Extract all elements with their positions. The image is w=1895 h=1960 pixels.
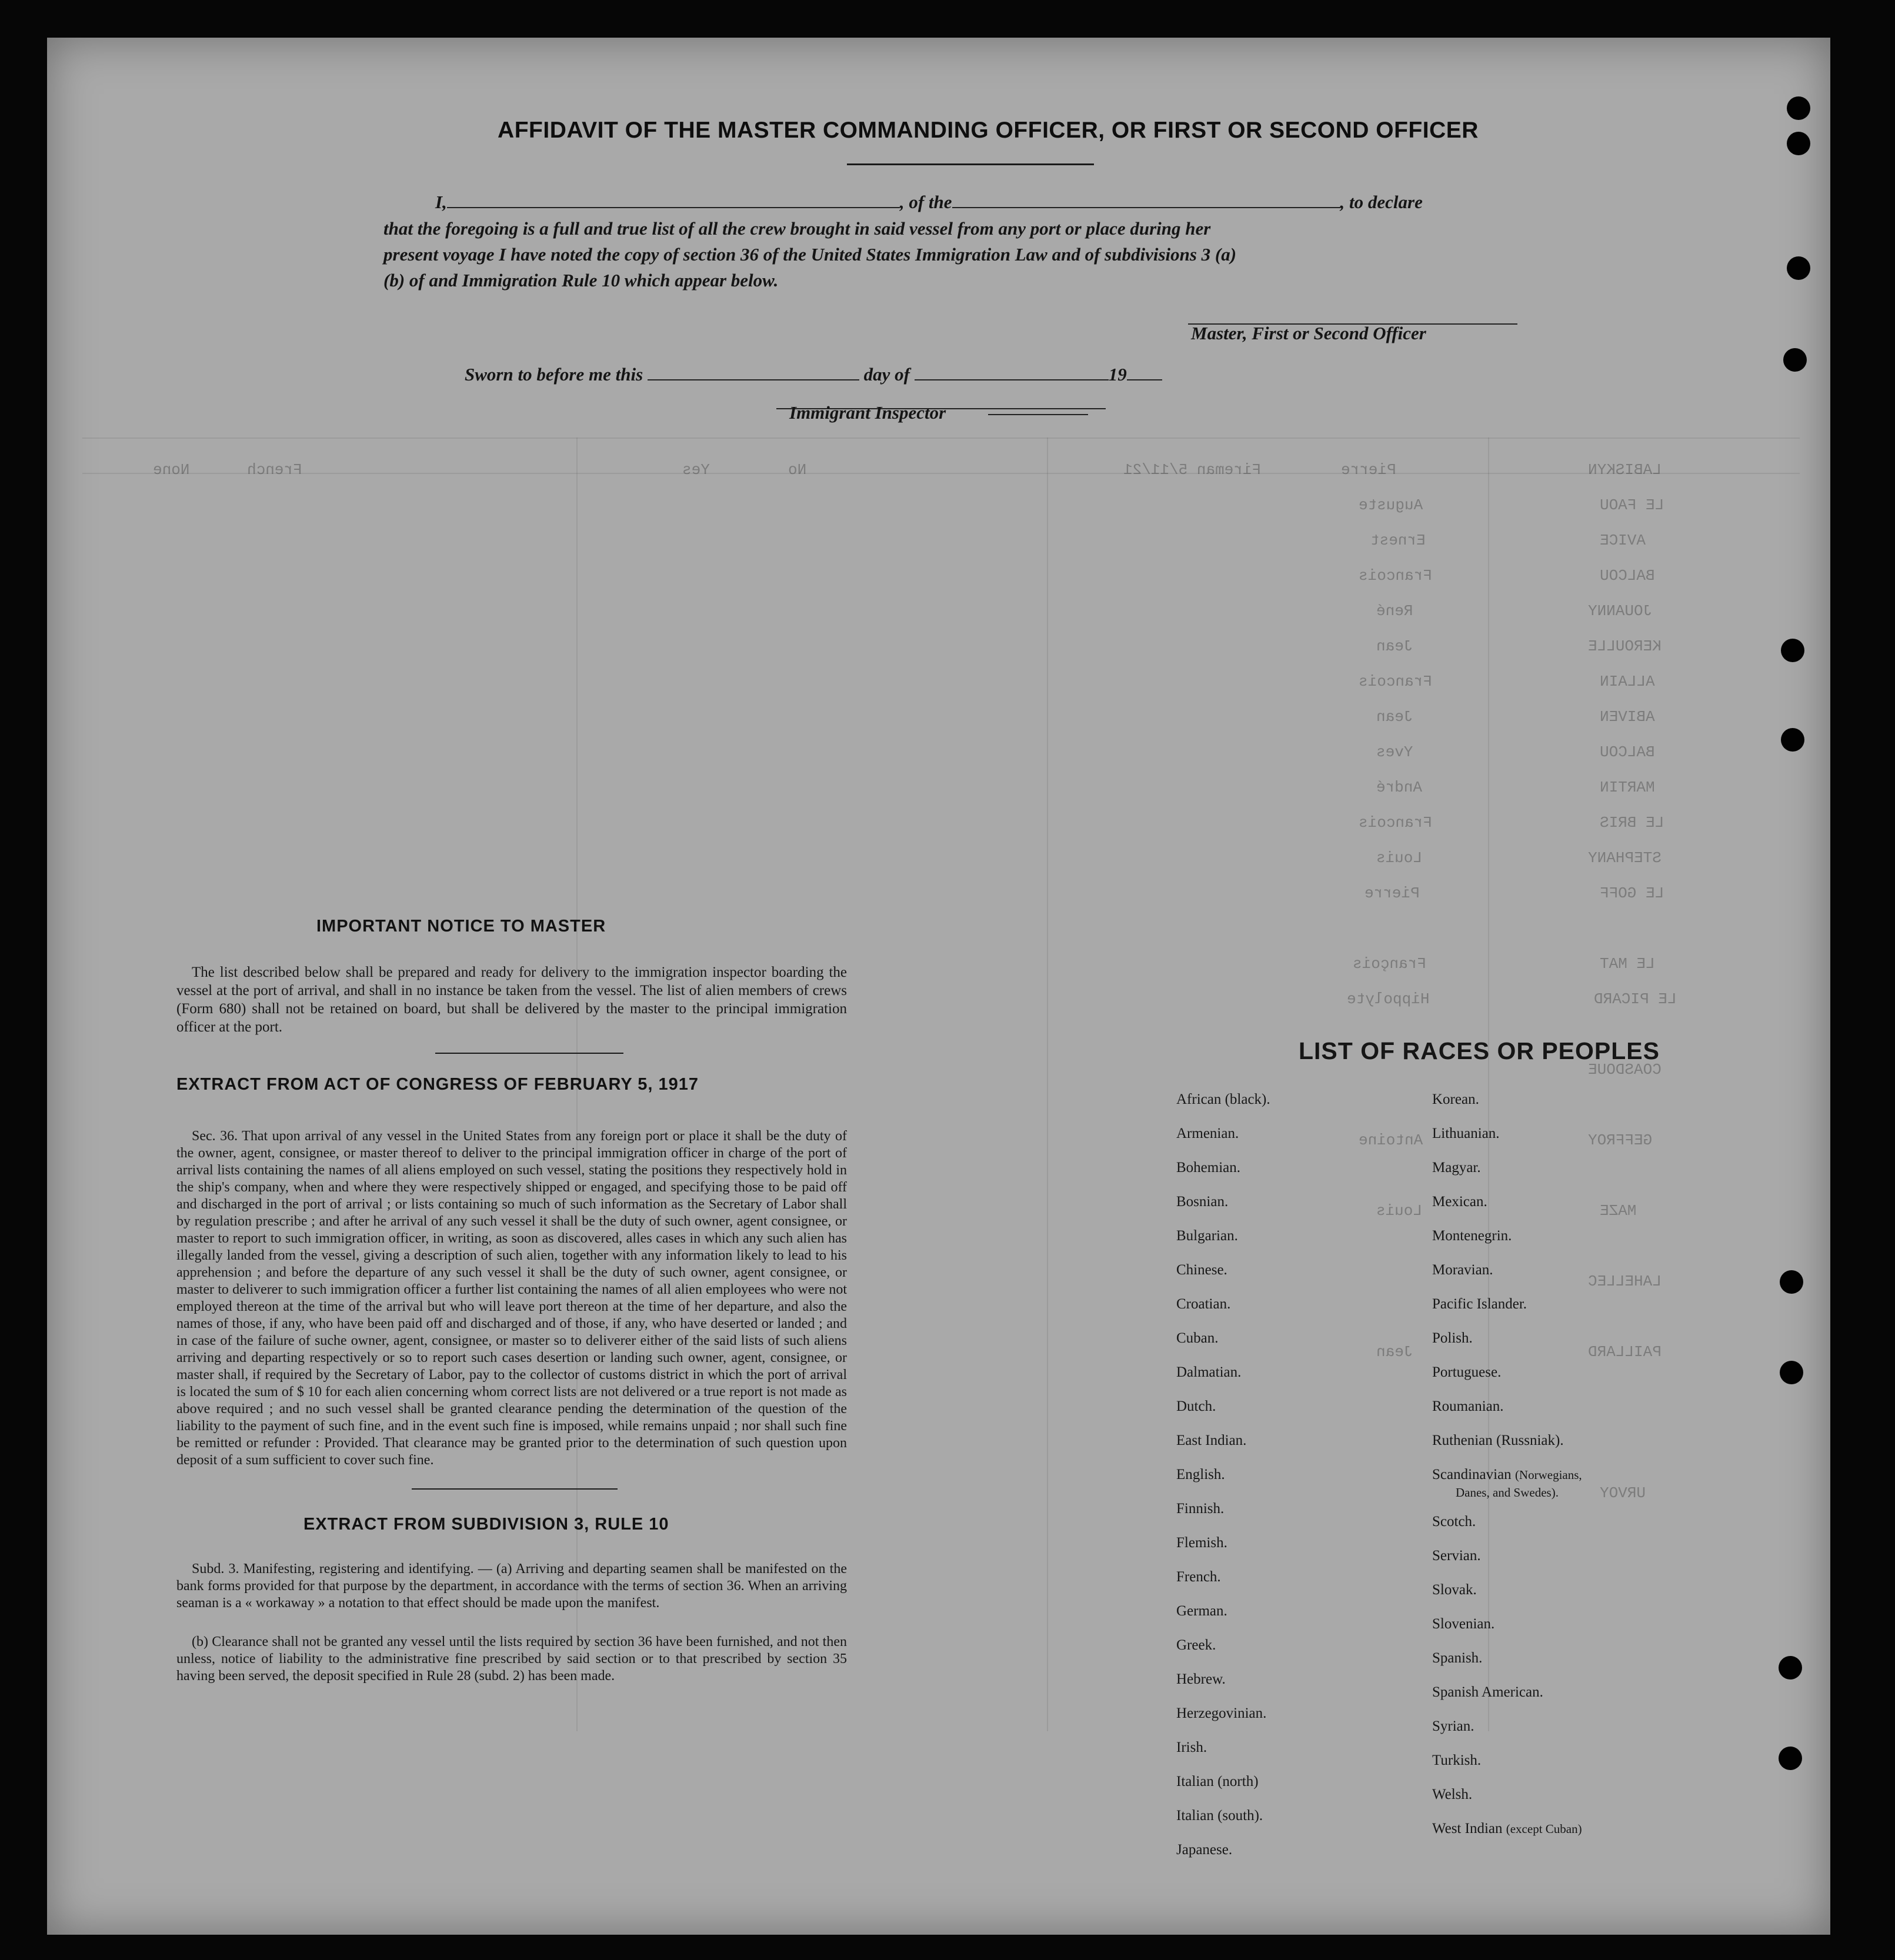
race-item: Lithuanian. [1432,1126,1500,1141]
rule-extract-text-a: Subd. 3. Manifesting, registering and identifying. — (a) Arriving and departing seamen shall be manifested on the bank forms provided for that purpose by the department, in accordance with the terms of section 36. When an arriving seaman is a « workaway » a notation to that effect should be made upon the manifest. [176,1561,847,1611]
race-note-line [1456,1484,1559,1501]
race-item: Roumanian. [1432,1398,1504,1414]
race-item: Italian (south). [1176,1808,1263,1824]
inspector-line-tail [988,414,1088,415]
race-item: Scotch. [1432,1514,1476,1530]
declarant-prefix: I, [435,192,447,212]
race-item: Scandinavian [1432,1467,1512,1482]
race-item: Portuguese. [1432,1364,1502,1380]
race-note: (Norwegians, [1514,1468,1582,1482]
race-item: Croatian. [1176,1296,1231,1312]
of-the-label: , of the [899,192,952,212]
race-item: Mexican. [1432,1194,1487,1210]
section-divider [412,1488,618,1490]
signature-label: Master, First or Second Officer [1191,323,1426,343]
race-item: Spanish. [1432,1650,1483,1666]
to-declare-label: , to declare [1340,192,1423,212]
rule-extract-text-b: (b) Clearance shall not be granted any vessel until the lists required by section 36 have been furnished, and not then unless, notice of liability to the administrative fine prescribed by said section or to that prescribed by section 35 having been served, the deposit specified in Rule 28 (subd. 2) has been made. [176,1634,847,1684]
binder-hole [1787,256,1810,280]
race-item: Spanish American. [1432,1684,1543,1700]
notice-text: The list described below shall be prepared and ready for delivery to the immigration inspector boarding the vessel at the port of arrival, and shall in no instance be taken from the vessel. The list of alien members of crews (Form 680) shall not be retained on board, but shall be delivered by the master to the principal immigration officer at the port. [176,964,847,1035]
race-item: Bohemian. [1176,1160,1241,1176]
race-item: Herzegovinian. [1176,1705,1267,1721]
declaration-line-4: (b) of and Immigration Rule 10 which appear below. [383,270,779,291]
race-item: Italian (north) [1176,1774,1259,1789]
race-item: Finnish. [1176,1501,1225,1517]
declaration-line-2: that the foregoing is a full and true list of all the crew brought in said vessel from any port or place during her [383,218,1211,239]
race-item: Welsh. [1432,1787,1473,1802]
bleed-through-ghost: LABISKYN Pierre Fireman 5/11/21 No Yes French None LE FAOU Auguste AVICE Ernest BALCOU Francois JOUANNY René KEROULLE Jean ALLAIN Francois ABIVEN Jean BALCOU Yves MARTIN André LE BRIS Francois STEPHANY Louis LE GOFF Pierre LE MAT François LE PICARD Hippolyte COASDOUE GEFFROY Antoine MAZE Louis LAHELLEC PAILLARD Jean URVOY [47,38,1830,1935]
race-item: French. [1176,1569,1221,1585]
binder-hole [1781,728,1804,752]
race-item: Slovak. [1432,1582,1477,1598]
rule-extract-heading: EXTRACT FROM SUBDIVISION 3, RULE 10 [303,1515,669,1534]
race-item: Ruthenian (Russniak). [1432,1433,1564,1448]
vessel-name-field[interactable] [952,207,1340,208]
race-note: (except Cuban) [1506,1822,1582,1836]
race-item: Bosnian. [1176,1194,1229,1210]
race-item: Dutch. [1176,1398,1216,1414]
section-divider [435,1053,623,1054]
race-item: Magyar. [1432,1160,1481,1176]
race-item: African (black). [1176,1091,1270,1107]
binder-hole [1783,348,1807,372]
race-item: Korean. [1432,1091,1479,1107]
sworn-label: Sworn to before me this [465,364,643,385]
binder-hole [1780,1270,1803,1294]
sworn-line [465,364,1162,385]
race-item: Cuban. [1176,1330,1219,1346]
race-item: Polish. [1432,1330,1473,1346]
race-item-west-indian [1432,1821,1582,1837]
binder-hole [1787,96,1810,120]
race-item: Montenegrin. [1432,1228,1512,1244]
day-of-label: day of [863,364,910,385]
document-page [47,38,1830,1935]
year-prefix: 19 [1108,364,1127,385]
declarant-name-field[interactable] [447,207,900,208]
race-item-scandinavian [1432,1467,1582,1483]
race-item: Greek. [1176,1637,1216,1653]
sworn-date-field[interactable] [648,379,859,380]
act-extract-heading: EXTRACT FROM ACT OF CONGRESS OF FEBRUARY 5, 1917 [176,1075,699,1094]
race-item: Dalmatian. [1176,1364,1242,1380]
race-item: East Indian. [1176,1433,1247,1448]
race-item: Japanese. [1176,1842,1233,1858]
race-item: Slovenian. [1432,1616,1495,1632]
sworn-month-field[interactable] [915,379,1109,380]
binder-hole [1779,1747,1802,1770]
race-item: West Indian [1432,1821,1503,1837]
binder-hole [1787,132,1810,155]
race-item: Servian. [1432,1548,1481,1564]
races-title: LIST OF RACES OR PEOPLES [1298,1037,1660,1064]
race-item: Flemish. [1176,1535,1227,1551]
race-item: Chinese. [1176,1262,1227,1278]
inspector-label: Immigrant Inspector [789,402,946,423]
race-item: Syrian. [1432,1718,1474,1734]
sworn-year-field[interactable] [1127,379,1162,380]
declaration-line-3: present voyage I have noted the copy of section 36 of the United States Immigration Law and of subdivisions 3 (a) [383,244,1237,265]
race-item: Turkish. [1432,1752,1482,1768]
notice-heading: IMPORTANT NOTICE TO MASTER [316,917,606,936]
declaration-line-1 [435,192,1423,213]
binder-hole [1780,1361,1803,1384]
binder-hole [1781,639,1804,662]
binder-hole [1779,1656,1802,1679]
race-item: Armenian. [1176,1126,1239,1141]
act-extract-text: Sec. 36. That upon arrival of any vessel in the United States from any foreign port or place it shall be the duty of the owner, agent, consignee, or master thereof to deliver to the principal immigration officer in charge of the port of arrival lists containing the names of all aliens employed on such vessel, stating the positions they respectively hold in the ship's company, when and where they were respectively shipped or engaged, and specifying those to be paid off and discharged in the port of arrival ; or lists containing so much of such information as the Secretary of Labor shall by regulation prescribe ; and after he arrival of any such vessel it shall be the duty of such owner, agent consignee, or master to report to such immigration officer, in writing, as soon as discovered, alles cases in which any such alien has illegally landed from the vessel, giving a description of such alien, together with any information likely to lead to his apprehension ; and before the departure of any such vessel it shall be the duty of such owner, agent consignee, or master to deliverer to such immigration officer a further list containing the names of all alien employees who were not employed thereon at the time of the arrival but who will leave port thereon at the time of her departure, and also the names of those, if any, who have been paid off and discharged and of those, if any, who have deserted or landed ; and in case of the failure of suche owner, agent, consignee, or master so to deliverer either of the said lists of such aliens arriving and departing respectively or so to report such cases desertion or landing such owner, agent, consignee, or master shall, if required by the Secretary of Labor, pay to the collector of customs district in which the port of arrival is located the sum of $ 10 for each alien concerning whom correct lists are not delivered or a true report is not made as above required ; and no such vessel shall be granted clearance pending the determination of the question of the liability to the payment of such fine, and in the event such fine is imposed, while remains unpaid ; nor shall such fine be remitted or refunder : Provided. That clearance may be granted prior to the determination of such question upon deposit of a sum sufficient to cover such fine. [176,1128,847,1468]
race-item: Pacific Islander. [1432,1296,1527,1312]
race-item: Bulgarian. [1176,1228,1238,1244]
race-item: Hebrew. [1176,1671,1226,1687]
race-item: German. [1176,1603,1227,1619]
race-item: Moravian. [1432,1262,1493,1278]
race-item: Irish. [1176,1739,1207,1755]
title-underline [847,163,1094,165]
affidavit-title: AFFIDAVIT OF THE MASTER COMMANDING OFFICER, OR FIRST OR SECOND OFFICER [498,118,1479,143]
race-item: English. [1176,1467,1225,1482]
race-note: Danes, and Swedes). [1456,1485,1559,1500]
